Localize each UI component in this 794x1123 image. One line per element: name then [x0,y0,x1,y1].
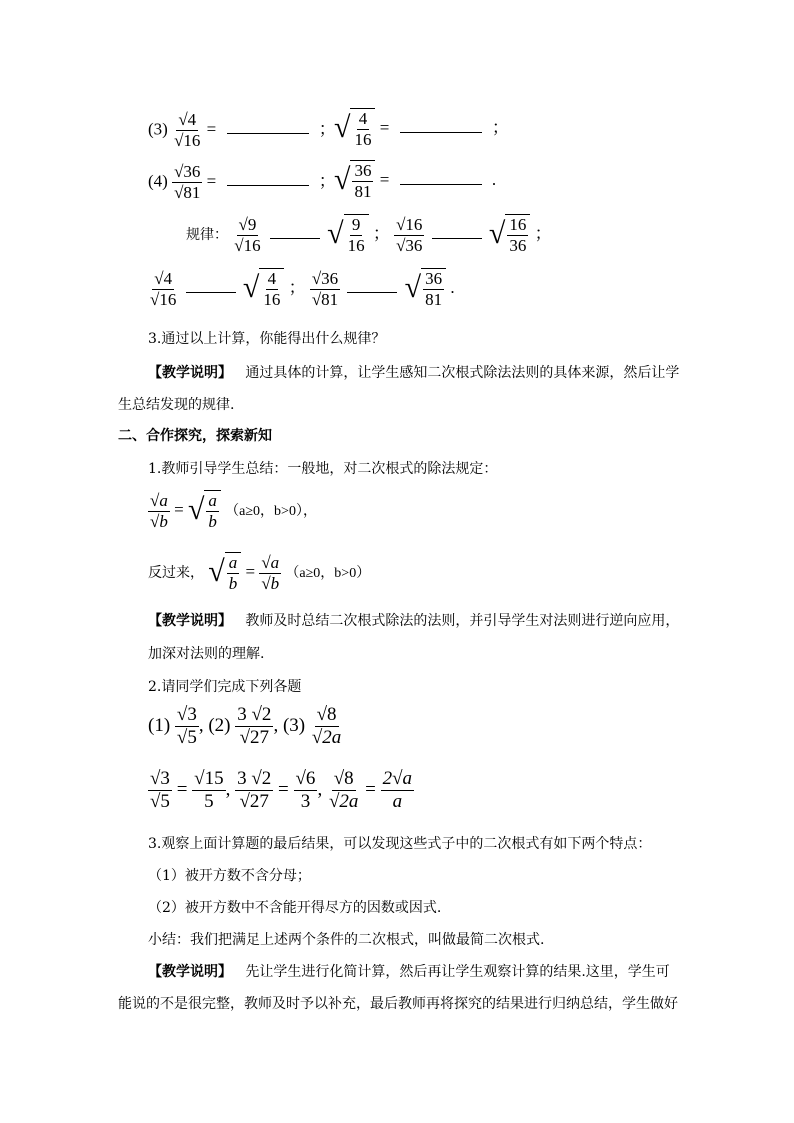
fraction-sqrt4-over-sqrt16: $\frac{√4}{√16}$ [174,110,201,150]
answer-list: $\frac{√3}{√5}$ = $\frac{√15}{5}$ , $\frac{3 √2}{√27}$ = $\frac{√6}{3}$ , $\frac{√8}{√2a}$ = $\frac{2√a}{a}$ [150,768,413,812]
row-label: (3) [148,119,168,139]
rule-line-2: $\frac{√4}{√16}$ √ $\frac{4}{16}$ ； $\frac{√36}{√81}$ √ $\frac{36}{81}$ . [150,268,455,309]
question-3: 3.通过以上计算，你能得出什么规律？ [148,331,386,347]
summary: 小结：我们把满足上述两个条件的二次根式，叫做最简二次根式. [148,932,545,948]
exercise-row-4-right: √ $\frac{36}{81}$ = . [334,161,497,201]
answer-blank[interactable] [186,278,236,293]
answer-blank[interactable] [400,118,482,133]
answer-blank[interactable] [270,224,320,239]
answer-blank[interactable] [347,278,397,293]
teaching-note-2-cont: 加深对法则的理解. [148,646,265,662]
answer-blank[interactable] [400,170,482,185]
teaching-note-3: 【教学说明】 先让学生进行化简计算，然后再让学生观察计算的结果.这里，学生可 [148,964,670,980]
rule-line-1: 规律： $\frac{√9}{√16}$ √ $\frac{9}{16}$ ； $\frac{√16}{√36}$ √ $\frac{16}{36}$ ； [186,214,552,255]
answer-blank[interactable] [432,224,482,239]
exercise-row-3-right: √ $\frac{4}{16}$ = ； [334,109,509,149]
fraction-sqrt36-over-sqrt81: $\frac{√36}{√81}$ [174,162,201,202]
division-rule-formula: $\frac{√a}{√b}$ = √ $\frac{a}{b}$ （a≥0，b>0）， [150,490,317,531]
note-tag: 【教学说明】 [148,613,232,629]
teaching-note-1-cont: 生总结发现的规律. [118,397,235,413]
reverse-rule-formula: 反过来， √ $\frac{a}{b}$ = $\frac{√a}{√b}$ （a≥0，b>0） [148,552,371,593]
exercise-row-4: (4) $\frac{√36}{√81}$ = ； [148,162,336,202]
answer-blank[interactable] [227,119,309,134]
row-label: (4) [148,171,168,191]
condition: （a≥0，b>0） [285,565,371,581]
exercise-row-3: (3) $\frac{√4}{√16}$ = ； [148,110,336,150]
feature-1: （1）被开方数不含分母； [148,868,311,884]
feature-2: （2）被开方数中不含能开得尽方的因数或因式. [148,900,442,916]
teaching-note-1: 【教学说明】 通过具体的计算，让学生感知二次根式除法法则的具体来源，然后让学 [148,365,680,381]
item-2: 2.请同学们完成下列各题 [148,679,302,695]
answer-blank[interactable] [227,171,309,186]
condition: （a≥0，b>0）， [225,503,317,519]
note-tag: 【教学说明】 [148,365,232,381]
item-1: 1.教师引导学生总结：一般地，对二次根式的除法规定： [148,461,498,477]
section-heading: 二、合作探究，探索新知 [118,428,272,444]
exercise-list: (1) $\frac{√3}{√5}$ , (2) $\frac{3 √2}{√27}$ , (3) $\frac{√8}{√2a}$ [148,704,342,748]
teaching-note-2: 【教学说明】 教师及时总结二次根式除法的法则，并引导学生对法则进行逆向应用， [148,613,680,629]
sqrt-36-over-81: √ $\frac{36}{81}$ [334,160,375,202]
teaching-note-3-cont: 能说的不是很完整，教师及时予以补充，最后教师再将探究的结果进行归纳总结，学生做好 [118,996,678,1012]
rule-label: 规律： [186,227,228,243]
note-tag: 【教学说明】 [148,964,232,980]
sqrt-4-over-16: √ $\frac{4}{16}$ [334,108,375,150]
item-3: 3.观察上面计算题的最后结果，可以发现这些式子中的二次根式有如下两个特点： [148,836,652,852]
